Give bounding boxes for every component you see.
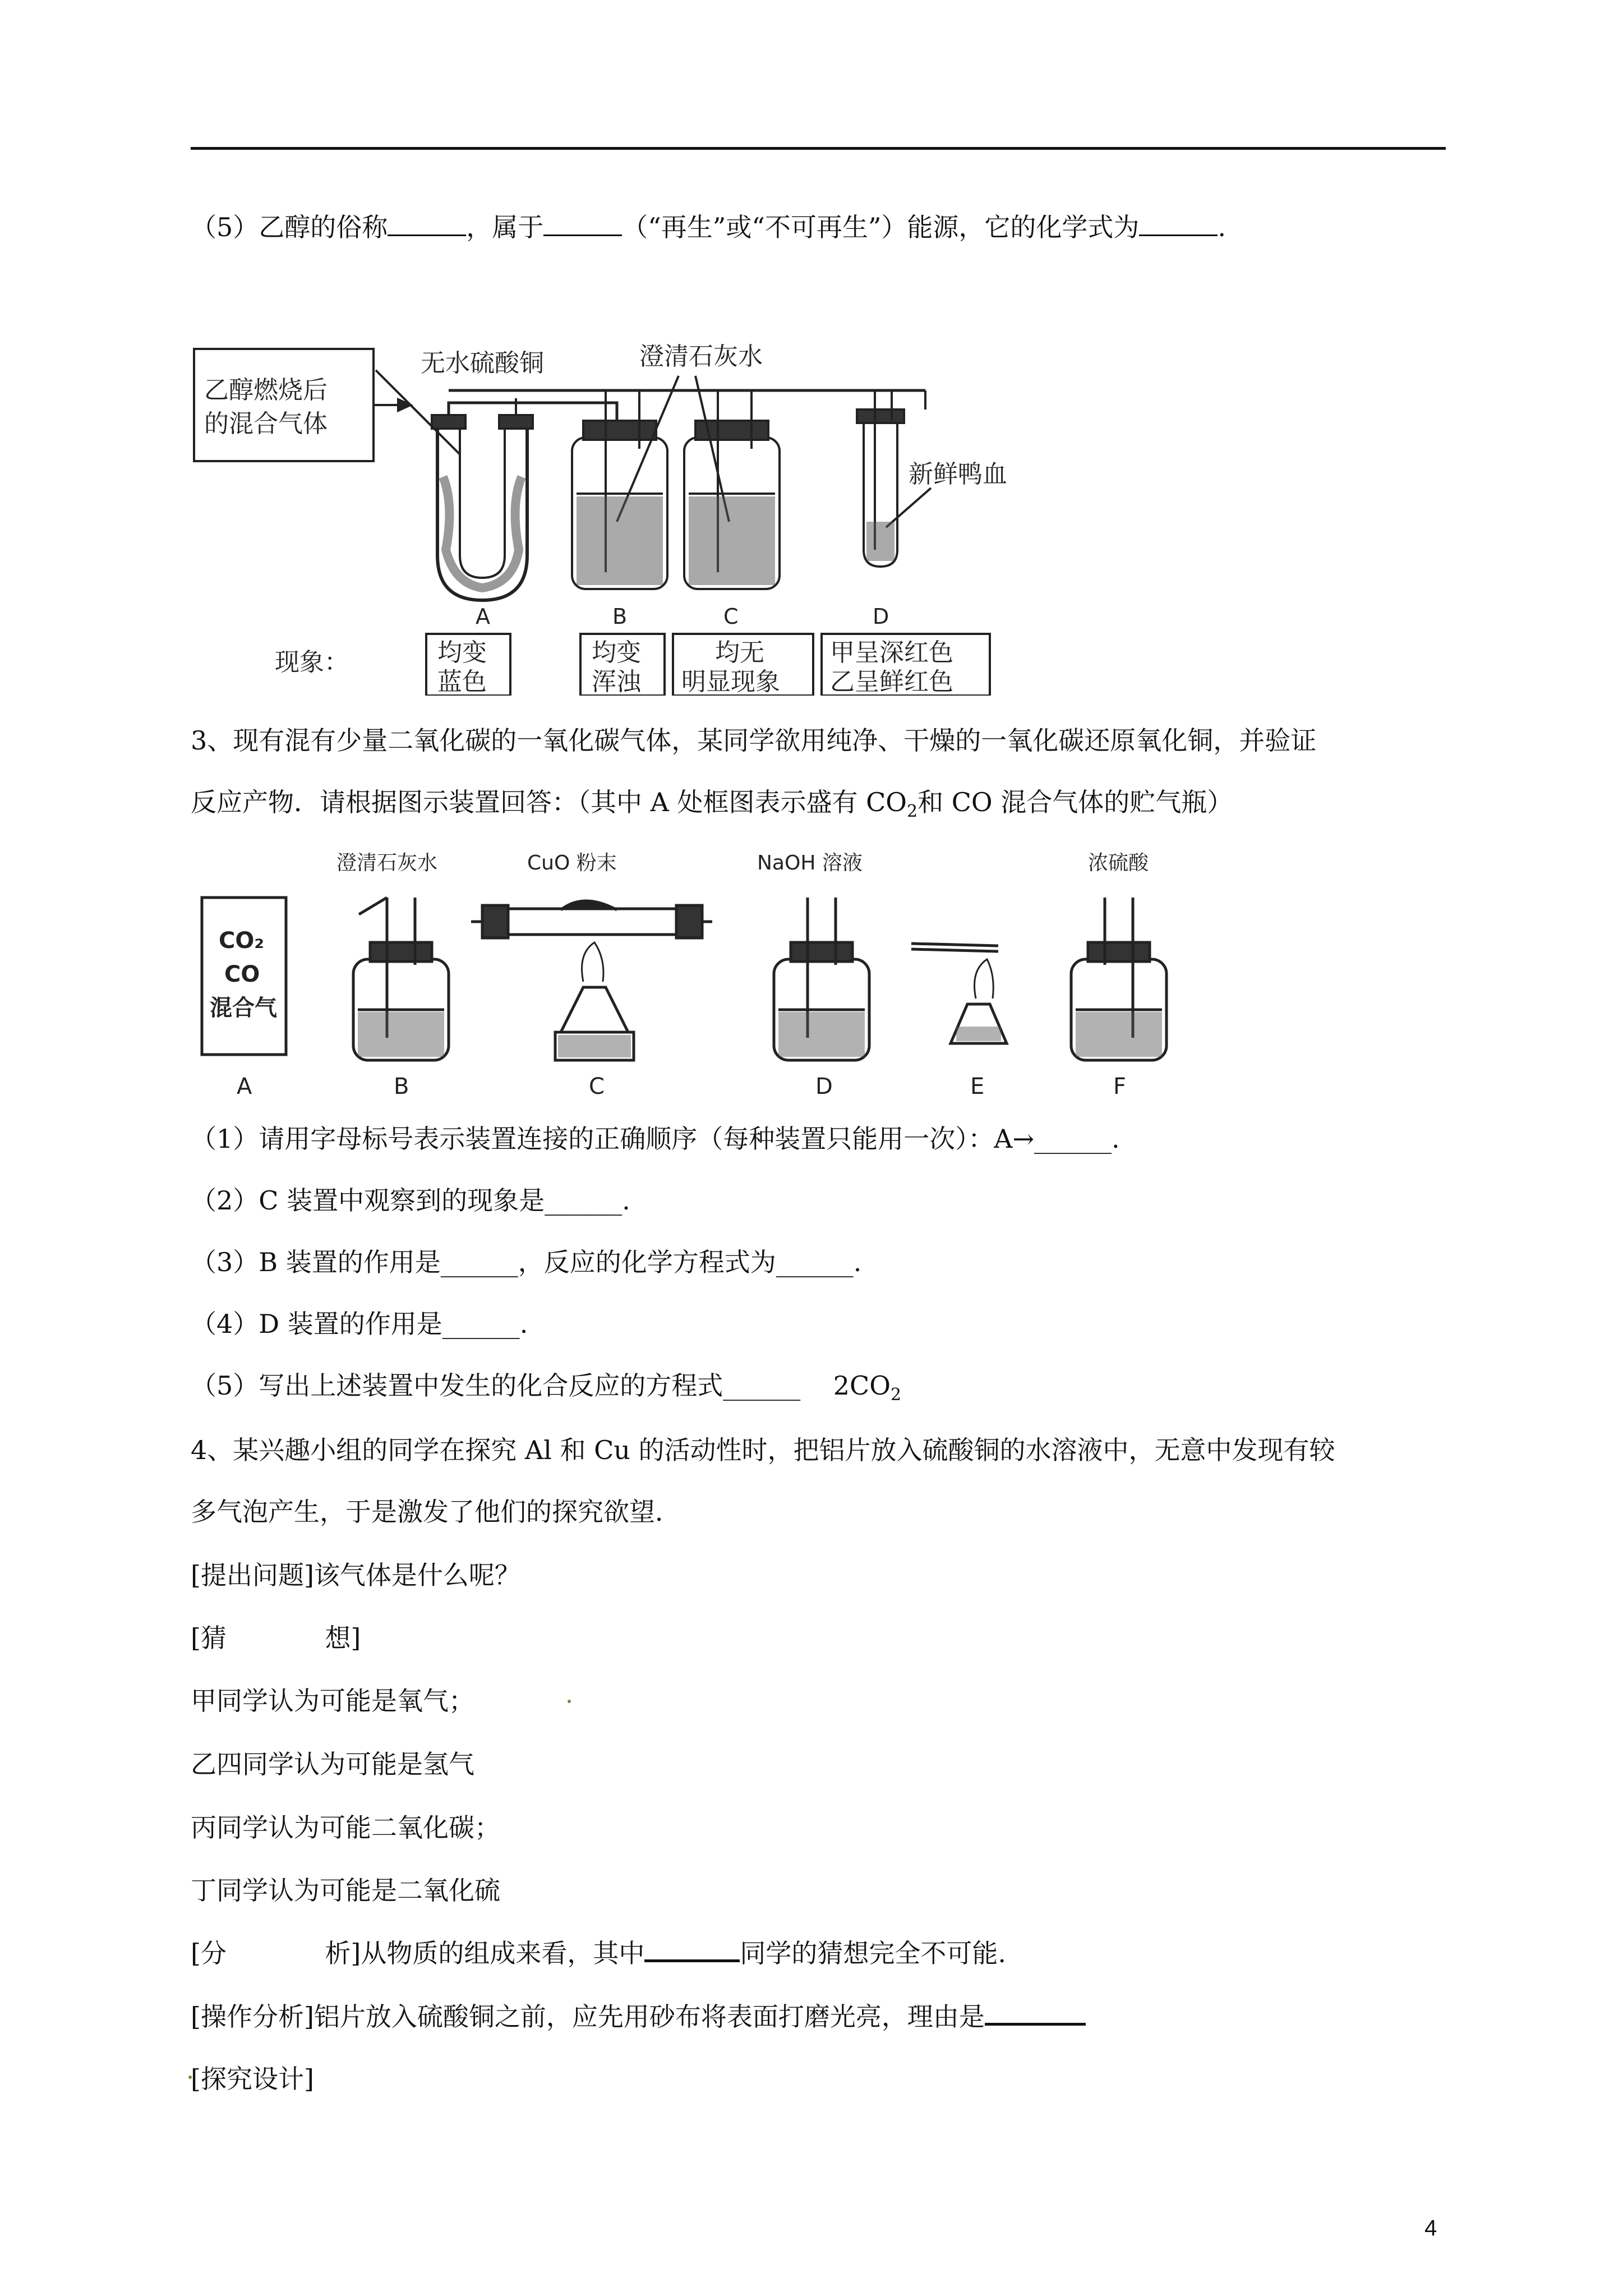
- apparatus-letter-d: D: [873, 604, 889, 629]
- obs-b-line1: 均变: [592, 638, 641, 667]
- q4-guess-3: 丙同学认为可能二氧化碳；: [191, 1812, 500, 1843]
- stray-dot: [568, 1700, 571, 1703]
- letter-e: E: [970, 1074, 985, 1099]
- q3-part2: （2）C 装置中观察到的现象是______.: [191, 1185, 630, 1216]
- q3-part3: （3）B 装置的作用是______，反应的化学方程式为______.: [191, 1247, 862, 1277]
- label-limewater: 澄清石灰水: [639, 342, 763, 371]
- q4-guess-2: 乙四同学认为可能是氢气: [191, 1749, 474, 1779]
- letter-f: F: [1113, 1074, 1127, 1099]
- letter-d: D: [815, 1074, 833, 1099]
- answer-blank[interactable]: [1139, 212, 1218, 236]
- reservoir-line3: 混合气: [210, 995, 277, 1021]
- apparatus-letter-b: B: [612, 604, 628, 629]
- label-cuo-powder: CuO 粉末: [527, 852, 617, 875]
- page-number: 4: [1424, 2216, 1437, 2240]
- answer-blank[interactable]: [388, 212, 466, 236]
- q4-intro-line1: 4、某兴趣小组的同学在探究 Al 和 Cu 的活动性时，把铝片放入硫酸铜的水溶液中，无意中发现有较: [191, 1435, 1335, 1465]
- obs-a-line1: 均变: [437, 638, 487, 667]
- q3-part1: （1）请用字母标号表示装置连接的正确顺序（每种装置只能用一次）：A→______.: [191, 1124, 1120, 1154]
- ethanol-combustion-apparatus-figure: [191, 337, 1009, 696]
- co-reduction-apparatus-figure: [191, 847, 1200, 1111]
- q2-part5-line: （5）乙醇的俗称 ，属于 （“再生”或“不可再生”）能源，它的化学式为 .: [191, 212, 1226, 242]
- phenomena-label: 现象：: [275, 648, 349, 677]
- q4-analysis: [分 析]从物质的组成来看，其中 同学的猜想完全不可能.: [191, 1938, 1006, 1968]
- obs-d-line1: 甲呈深红色: [830, 638, 953, 667]
- answer-blank[interactable]: [985, 2000, 1086, 2026]
- reservoir-line1: CO₂: [219, 928, 264, 954]
- reservoir-line2: CO: [224, 961, 260, 987]
- letter-b: B: [394, 1074, 409, 1099]
- apparatus-letter-a: A: [476, 604, 490, 629]
- obs-d-line2: 乙呈鲜红色: [830, 668, 953, 696]
- q4-guess-1: 甲同学认为可能是氧气；: [191, 1686, 474, 1716]
- answer-blank[interactable]: [543, 212, 622, 236]
- q4-intro-line2: 多气泡产生，于是激发了他们的探究欲望．: [191, 1497, 681, 1527]
- label-limewater-b: 澄清石灰水: [336, 852, 438, 875]
- apparatus-letter-c: C: [723, 604, 739, 629]
- q4-guess-heading: [猜 想]: [191, 1623, 361, 1653]
- q4-question: [提出问题]该气体是什么呢？: [191, 1560, 520, 1590]
- letter-c: C: [589, 1074, 605, 1099]
- q3-intro-line1: 3、现有混有少量二氧化碳的一氧化碳气体，某同学欲用纯净、干燥的一氧化碳还原氧化铜，并验证: [191, 725, 1317, 756]
- q4-design: [探究设计]: [191, 2064, 314, 2094]
- label-duck-blood: 新鲜鸭血: [909, 460, 1007, 489]
- label-copper-sulfate: 无水硫酸铜: [421, 349, 544, 378]
- obs-b-line2: 浑浊: [592, 668, 641, 696]
- q4-operation: [操作分析]铝片放入硫酸铜之前，应先用砂布将表面打磨光亮，理由是: [191, 2000, 1086, 2033]
- header-rule: [191, 147, 1446, 150]
- q4-guess-4: 丁同学认为可能是二氧化硫: [191, 1875, 500, 1906]
- q3-intro-line2: 反应产物．请根据图示装置回答：（其中 A 处框图表示盛有 $CO_2$和 CO 混合气体的贮气瓶）: [191, 787, 1233, 821]
- obs-c-line2: 明显现象: [681, 668, 780, 696]
- source-box-line1: 乙醇燃烧后: [204, 376, 328, 404]
- label-naoh-solution: NaOH 溶液: [757, 852, 863, 875]
- obs-c-line1: 均无: [715, 638, 764, 667]
- source-gas-box: [194, 349, 374, 461]
- obs-a-line2: 蓝色: [437, 668, 487, 696]
- q3-part4: （4）D 装置的作用是______.: [191, 1309, 528, 1339]
- answer-blank[interactable]: [644, 1937, 740, 1962]
- letter-a: A: [237, 1074, 252, 1099]
- label-conc-sulfuric: 浓硫酸: [1088, 852, 1149, 875]
- source-box-line2: 的混合气体: [204, 409, 328, 438]
- q3-part5: （5）写出上述装置中发生的化合反应的方程式______ $2CO_2$: [191, 1370, 902, 1405]
